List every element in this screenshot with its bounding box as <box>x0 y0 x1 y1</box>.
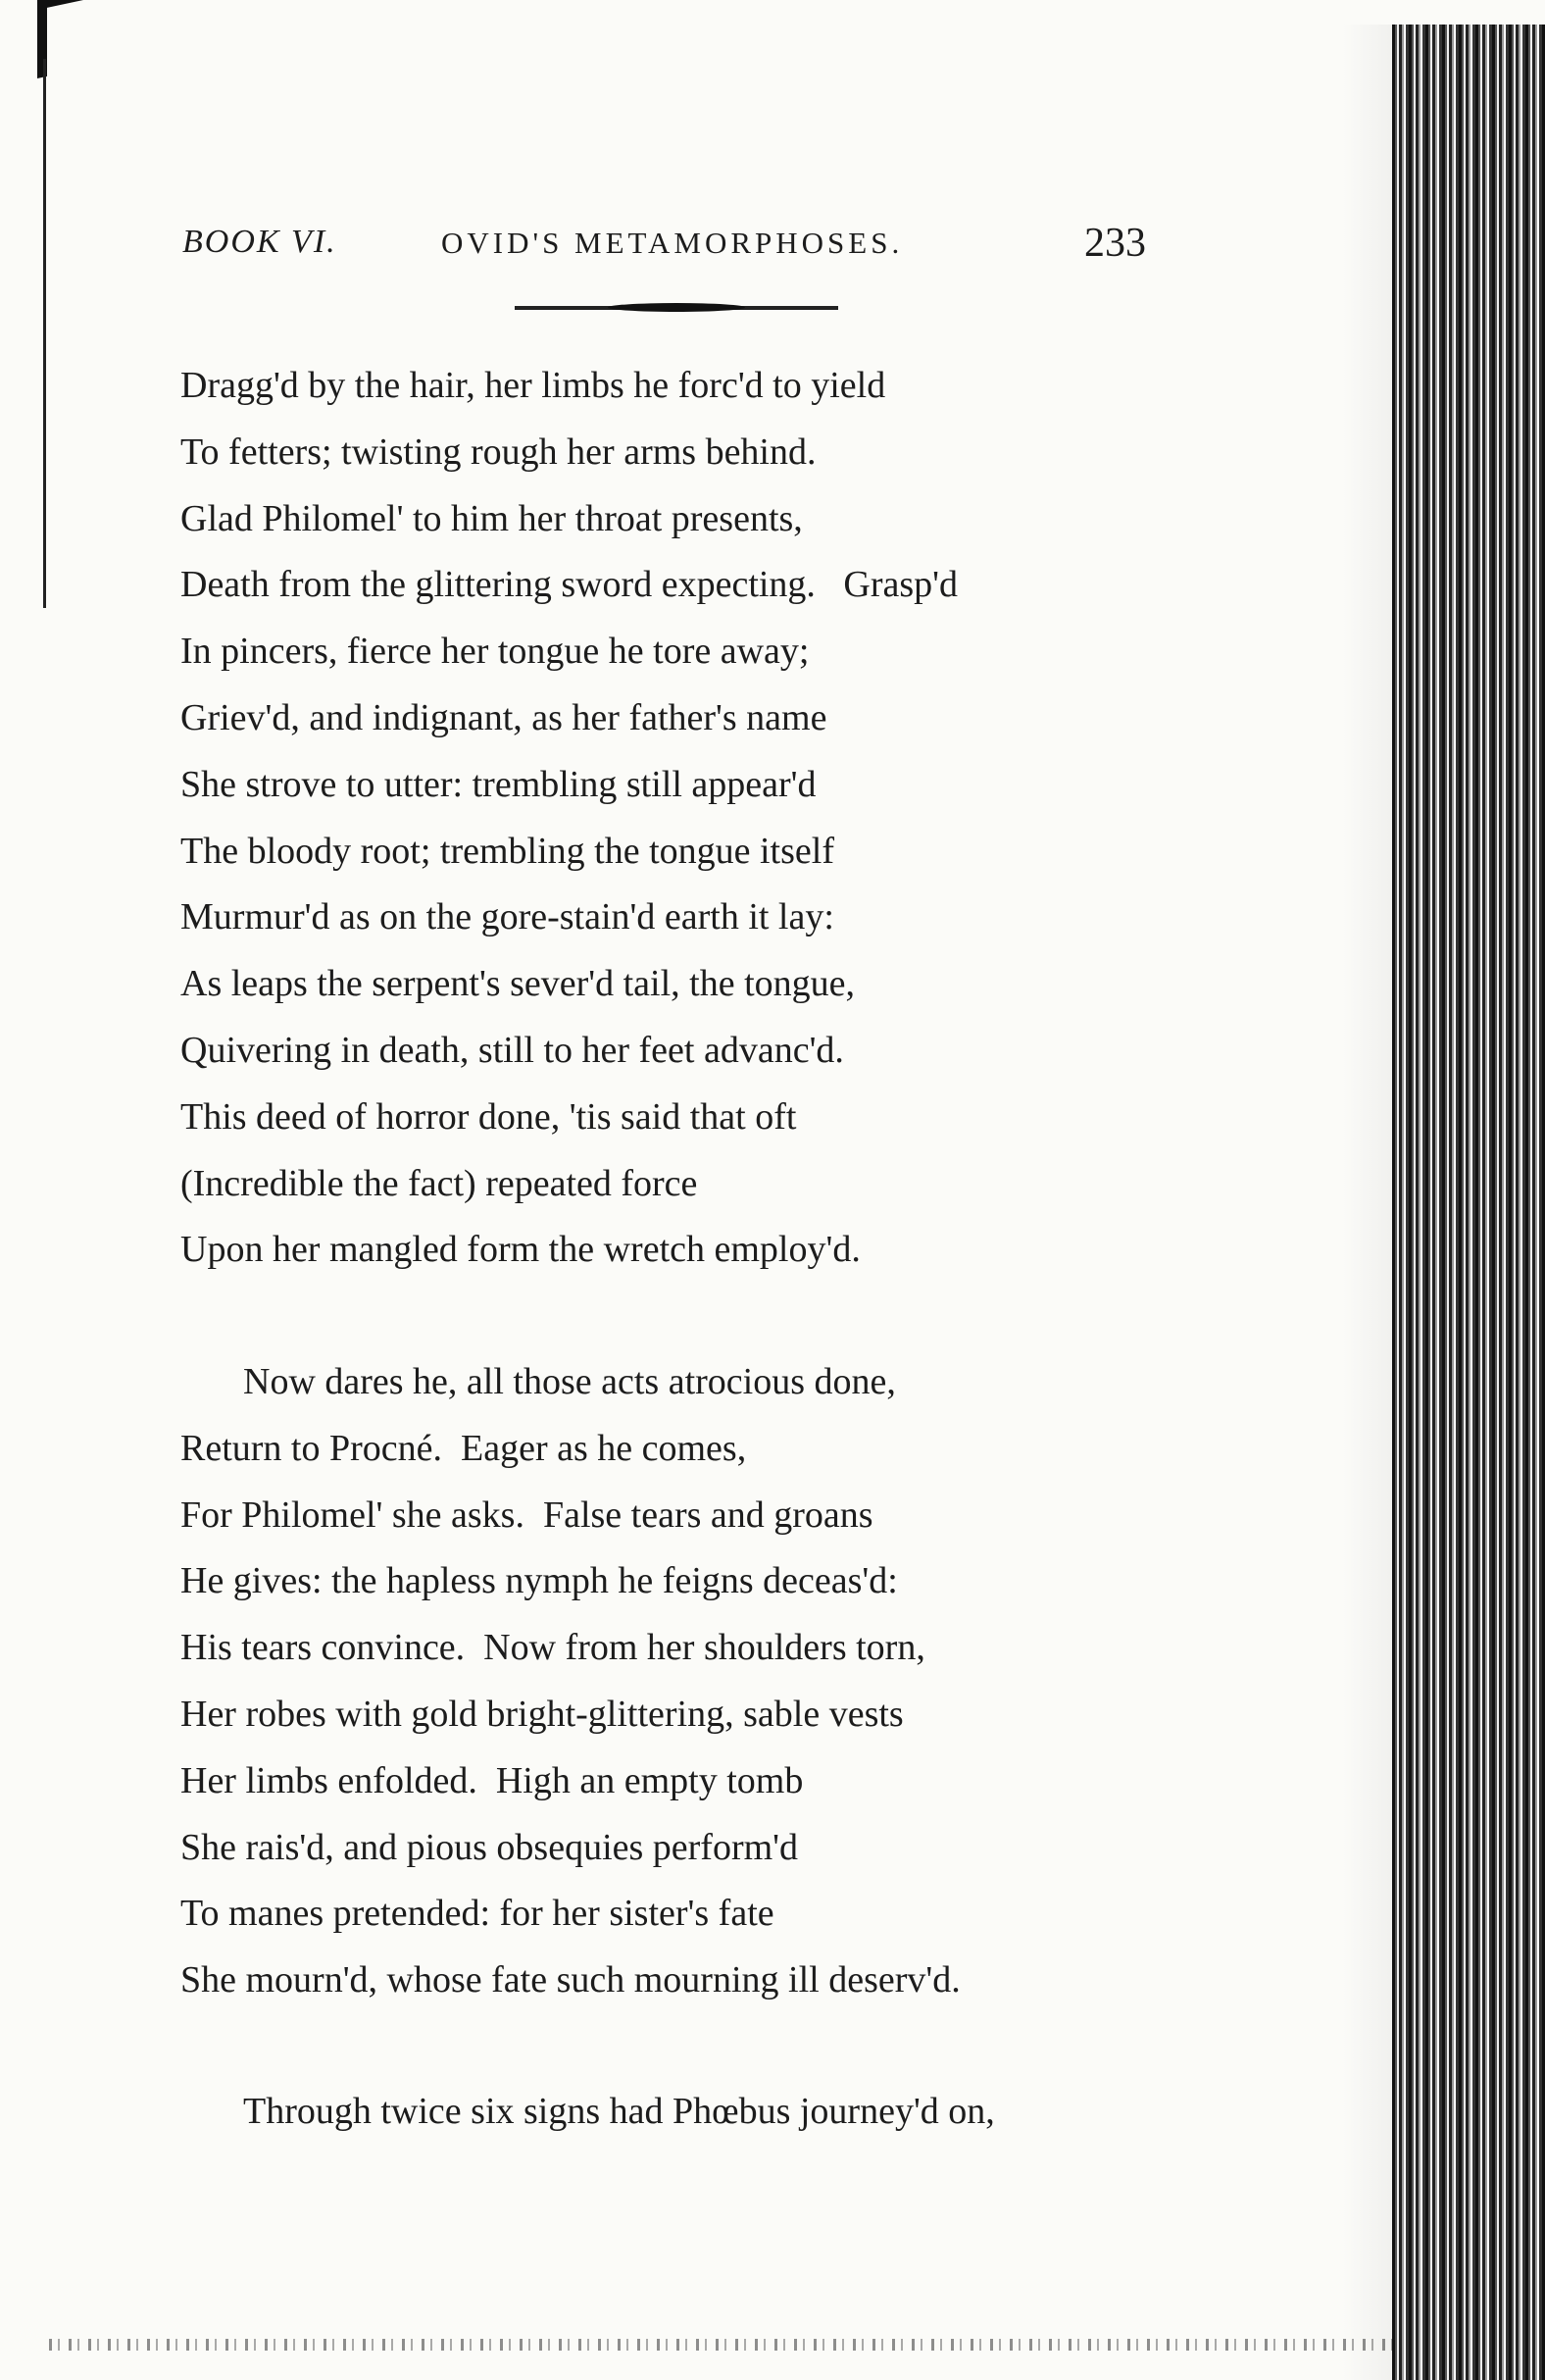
verse-line: Return to Procné. Eager as he comes, <box>180 1427 747 1469</box>
verse-line: His tears convince. Now from her shoulders torn, <box>180 1627 925 1669</box>
verse-line: Death from the glittering sword expecting. Grasp'd <box>180 564 959 606</box>
scan-bottom-noise <box>49 2339 1392 2351</box>
header-book: BOOK VI. <box>182 224 337 260</box>
verse-line: Upon her mangled form the wretch employ'd. <box>180 1229 861 1271</box>
running-header <box>182 221 1172 282</box>
scan-left-edge <box>43 59 46 608</box>
verse-line: She rais'd, and pious obsequies perform'd <box>180 1826 799 1868</box>
verse-line: Through twice six signs had Phœbus journey'd on, <box>243 2091 995 2132</box>
verse-line: (Incredible the fact) repeated force <box>180 1162 698 1204</box>
verse-line: Her limbs enfolded. High an empty tomb <box>180 1759 804 1801</box>
header-title: OVID'S METAMORPHOSES. <box>441 226 904 260</box>
verse-line: For Philomel' she asks. False tears and groans <box>180 1494 873 1536</box>
verse-line: Griev'd, and indignant, as her father's name <box>180 696 827 738</box>
verse-line: To manes pretended: for her sister's fate <box>180 1893 774 1935</box>
verse-line: As leaps the serpent's sever'd tail, the tongue, <box>180 963 856 1005</box>
stanza-3 <box>180 2079 1161 2146</box>
verse-line: Dragg'd by the hair, her limbs he forc'd to yield <box>180 365 886 406</box>
verse-line: He gives: the hapless nymph he feigns deceas'd: <box>180 1560 898 1602</box>
verse-line: She mourn'd, whose fate such mourning ill deserv'd. <box>180 1959 961 2001</box>
verse-line: Quivering in death, still to her feet advanc'd. <box>180 1029 844 1071</box>
verse-line: The bloody root; trembling the tongue itself <box>180 830 834 872</box>
verse-line: Now dares he, all those acts atrocious done, <box>243 1361 896 1402</box>
verse-line: She strove to utter: trembling still appear'd <box>180 763 817 805</box>
stanza-2 <box>180 1349 1161 2014</box>
scan-corner-mark <box>37 0 184 78</box>
scan-binding-edge <box>1392 25 1545 2380</box>
verse-line: Her robes with gold bright-glittering, sable vests <box>180 1693 904 1735</box>
verse-line: In pincers, fierce her tongue he tore away; <box>180 631 810 673</box>
verse-line: To fetters; twisting rough her arms behind. <box>180 430 817 473</box>
header-rule-swell <box>608 303 745 312</box>
verse-line: Glad Philomel' to him her throat presents, <box>180 497 803 539</box>
stanza-1 <box>180 353 1161 1284</box>
verse-line: Murmur'd as on the gore-stain'd earth it lay: <box>180 896 834 938</box>
page-number: 233 <box>1084 221 1146 266</box>
verse-line: This deed of horror done, 'tis said that oft <box>180 1095 797 1138</box>
